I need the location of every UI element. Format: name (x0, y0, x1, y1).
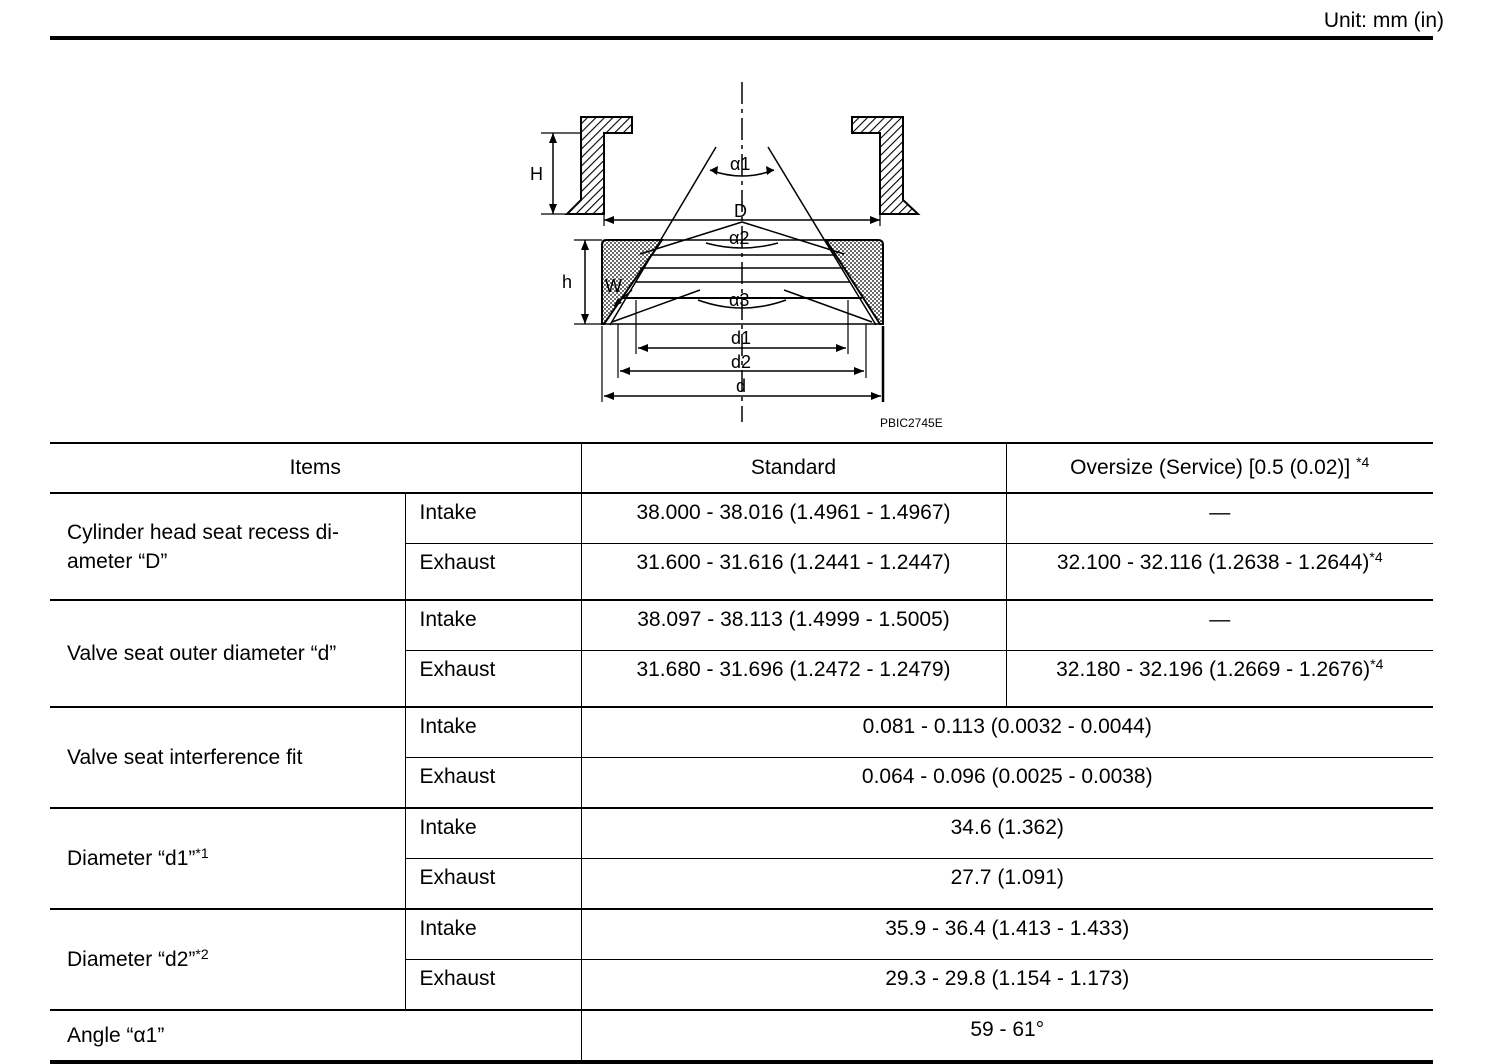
sub-exhaust: Exhaust (405, 859, 581, 910)
std-value: 31.680 - 31.696 (1.2472 - 1.2479) (581, 651, 1006, 708)
unit-label: Unit: mm (in) (1323, 9, 1444, 32)
sub-intake: Intake (405, 707, 581, 758)
sub-intake: Intake (405, 600, 581, 651)
sub-exhaust: Exhaust (405, 544, 581, 601)
h-label: h (562, 272, 573, 292)
D-label: D (734, 201, 747, 221)
oversize-value: 32.100 - 32.116 (1.2638 - 1.2644)$^{*4}$ (1006, 544, 1433, 601)
item-angle-alpha1: Angle “α1” (50, 1010, 581, 1062)
oversize-value: 32.180 - 32.196 (1.2669 - 1.2676)$^{*4}$ (1006, 651, 1433, 708)
sub-intake: Intake (405, 493, 581, 544)
W-label: W (605, 276, 622, 296)
item-interference-fit: Valve seat interference fit (50, 707, 405, 808)
table-row (50, 1010, 1433, 1062)
span-value: 29.3 - 29.8 (1.154 - 1.173) (581, 960, 1433, 1011)
oversize-value: — (1006, 600, 1433, 651)
alpha3-label: α3 (729, 290, 750, 310)
d2-label: d2 (731, 352, 752, 372)
sub-intake: Intake (405, 808, 581, 859)
valve-seat-spec-table (50, 442, 1433, 1064)
item-outer-diameter: Valve seat outer diameter “d” (50, 600, 405, 707)
H-label: H (530, 164, 543, 184)
diagram-code: PBIC2745E (880, 416, 943, 430)
header-oversize: Oversize (Service) [0.5 (0.02)] $^{*4}$ (1006, 443, 1433, 493)
alpha2-label: α2 (729, 228, 750, 248)
span-value: 59 - 61° (581, 1010, 1433, 1062)
item-diameter-d1: Diameter “d1”$^{*1}$ (50, 808, 405, 909)
std-value: 38.000 - 38.016 (1.4961 - 1.4967) (581, 493, 1006, 544)
item-diameter-d2: Diameter “d2”$^{*2}$ (50, 909, 405, 1010)
span-value: 35.9 - 36.4 (1.413 - 1.433) (581, 909, 1433, 960)
item-recess-diameter: Cylinder head seat recess di- ameter “D” (50, 493, 405, 600)
table-row (50, 808, 1433, 859)
sub-exhaust: Exhaust (405, 758, 581, 809)
span-value: 0.064 - 0.096 (0.0025 - 0.0038) (581, 758, 1433, 809)
header-items: Items (50, 443, 581, 493)
span-value: 34.6 (1.362) (581, 808, 1433, 859)
oversize-value: — (1006, 493, 1433, 544)
table-row (50, 909, 1433, 960)
std-value: 38.097 - 38.113 (1.4999 - 1.5005) (581, 600, 1006, 651)
sub-intake: Intake (405, 909, 581, 960)
header-standard: Standard (581, 443, 1006, 493)
table-row (50, 707, 1433, 758)
d-label: d (736, 376, 747, 396)
span-value: 27.7 (1.091) (581, 859, 1433, 910)
std-value: 31.600 - 31.616 (1.2441 - 1.2447) (581, 544, 1006, 601)
table-row (50, 600, 1433, 651)
sub-exhaust: Exhaust (405, 960, 581, 1011)
span-value: 0.081 - 0.113 (0.0032 - 0.0044) (581, 707, 1433, 758)
sub-exhaust: Exhaust (405, 651, 581, 708)
valve-seat-diagram (520, 75, 960, 435)
d1-label: d1 (731, 328, 752, 348)
alpha1-label: α1 (730, 154, 751, 174)
table-row (50, 493, 1433, 544)
top-rule (50, 36, 1433, 40)
